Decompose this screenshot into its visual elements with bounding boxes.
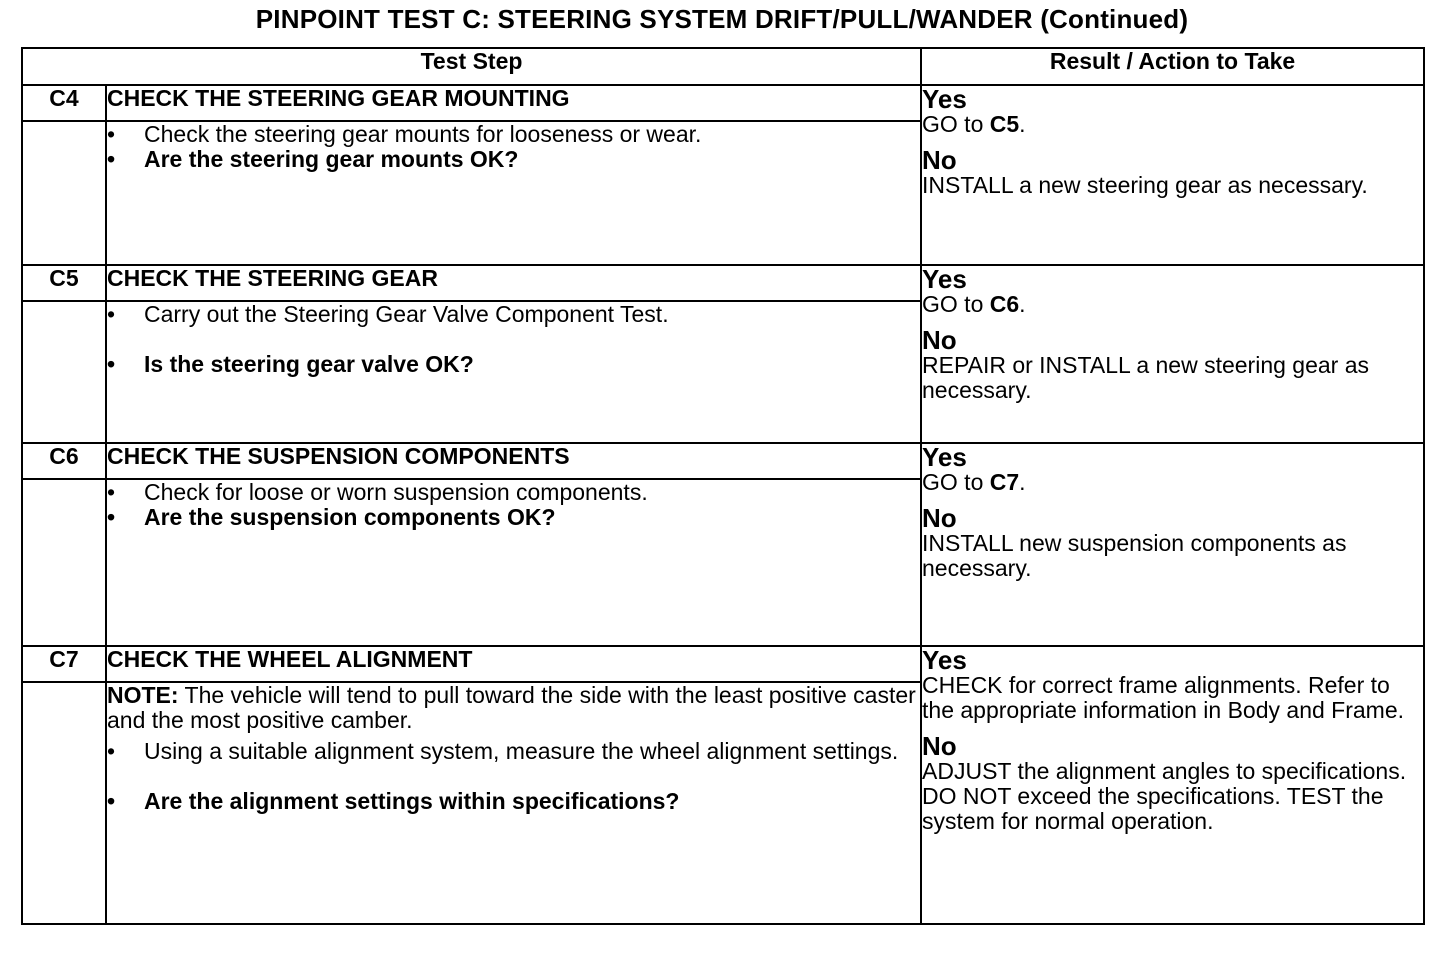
bullet-text: Check for loose or worn suspension components. [144,479,648,505]
bullet-icon: • [107,121,116,148]
result-no [922,733,1423,834]
step-c5-title-row [22,265,1424,301]
yes-label: Yes [922,84,967,114]
bullet-icon: • [107,479,116,505]
bullet-text: Check the steering gear mounts for looseness or wear. [144,121,702,148]
bullet-question: Is the steering gear valve OK? [144,351,474,377]
step-c6-body [106,479,921,646]
step-id: C7 [22,646,106,682]
bullet-icon: • [107,738,116,764]
yes-suffix: . [1019,291,1026,317]
step-title: CHECK THE SUSPENSION COMPONENTS [106,443,921,479]
page-title: PINPOINT TEST C: STEERING SYSTEM DRIFT/PULL/WANDER (Continued) [255,4,1189,34]
bullet-icon: • [107,351,116,377]
bullet-question: Are the suspension components OK? [144,504,556,530]
no-label: No [922,731,957,761]
result-yes [922,266,1423,317]
header-test-step: Test Step [22,48,921,85]
step-c4-title-row [22,85,1424,121]
step-id: C4 [22,85,106,121]
note-text: The vehicle will tend to pull toward the side with the least positive caster and the most positive camber. [107,682,916,733]
bullet-text: Using a suitable alignment system, measure the wheel alignment settings. [144,738,899,764]
list-item [107,789,920,814]
step-c7-title-row [22,646,1424,682]
step-id-spacer [22,301,106,443]
step-c6-result [921,443,1424,646]
step-id: C6 [22,443,106,479]
yes-label: Yes [922,645,967,675]
yes-target: C6 [989,291,1020,317]
step-id-spacer [22,479,106,646]
yes-suffix: . [1019,469,1026,495]
yes-prefix: GO to [922,291,990,317]
pinpoint-test-table [21,47,1425,925]
result-no [922,147,1423,198]
bullet-text: Carry out the Steering Gear Valve Component Test. [144,301,669,327]
list-item [107,122,920,147]
step-c5-body [106,301,921,443]
yes-action [922,112,1423,137]
step-c7-result [921,646,1424,924]
result-no [922,327,1423,403]
step-title: CHECK THE STEERING GEAR MOUNTING [106,85,921,121]
yes-suffix: . [1019,111,1026,137]
no-label: No [922,325,957,355]
list-item [107,147,920,172]
bullet-question: Are the alignment settings within specifications? [144,788,680,814]
result-no [922,505,1423,581]
list-item [107,739,920,764]
step-c4-result [921,85,1424,265]
step-bullets [107,739,920,814]
bullet-question: Are the steering gear mounts OK? [144,146,519,173]
table-header-row [22,48,1424,85]
bullet-icon: • [107,301,116,327]
step-id: C5 [22,265,106,301]
no-label: No [922,503,957,533]
yes-action: CHECK for correct frame alignments. Refer to the appropriate information in Body and Frame. [922,672,1405,723]
step-bullets [107,480,920,530]
bullet-icon: • [107,146,116,173]
step-title: CHECK THE WHEEL ALIGNMENT [106,646,921,682]
list-item [107,352,920,377]
step-title: CHECK THE STEERING GEAR [106,265,921,301]
step-c6-title-row [22,443,1424,479]
yes-action [922,470,1423,495]
result-yes [922,647,1423,723]
step-bullets [107,302,920,377]
result-yes [922,86,1423,137]
no-action: INSTALL new suspension components as necessary. [922,530,1347,581]
step-c4-body [106,121,921,265]
no-label: No [922,145,957,175]
no-action: INSTALL a new steering gear as necessary. [922,172,1368,198]
bullet-icon: • [107,788,116,814]
step-c5-result [921,265,1424,443]
step-c7-body [106,682,921,924]
yes-target: C7 [989,469,1020,495]
step-id-spacer [22,682,106,924]
yes-prefix: GO to [922,111,990,137]
list-item [107,505,920,530]
result-yes [922,444,1423,495]
no-action: ADJUST the alignment angles to specifications. DO NOT exceed the specifications. TEST the system for normal operation. [922,758,1407,834]
yes-label: Yes [922,264,967,294]
yes-prefix: GO to [922,469,990,495]
step-bullets [107,122,920,172]
bullet-icon: • [107,504,116,530]
yes-action [922,292,1423,317]
no-action: REPAIR or INSTALL a new steering gear as necessary. [922,352,1370,403]
list-item [107,302,920,327]
yes-label: Yes [922,442,967,472]
note-label: NOTE: [107,682,179,708]
note [107,683,920,733]
yes-target: C5 [989,111,1020,137]
step-id-spacer [22,121,106,265]
list-item [107,480,920,505]
header-result: Result / Action to Take [921,48,1424,85]
